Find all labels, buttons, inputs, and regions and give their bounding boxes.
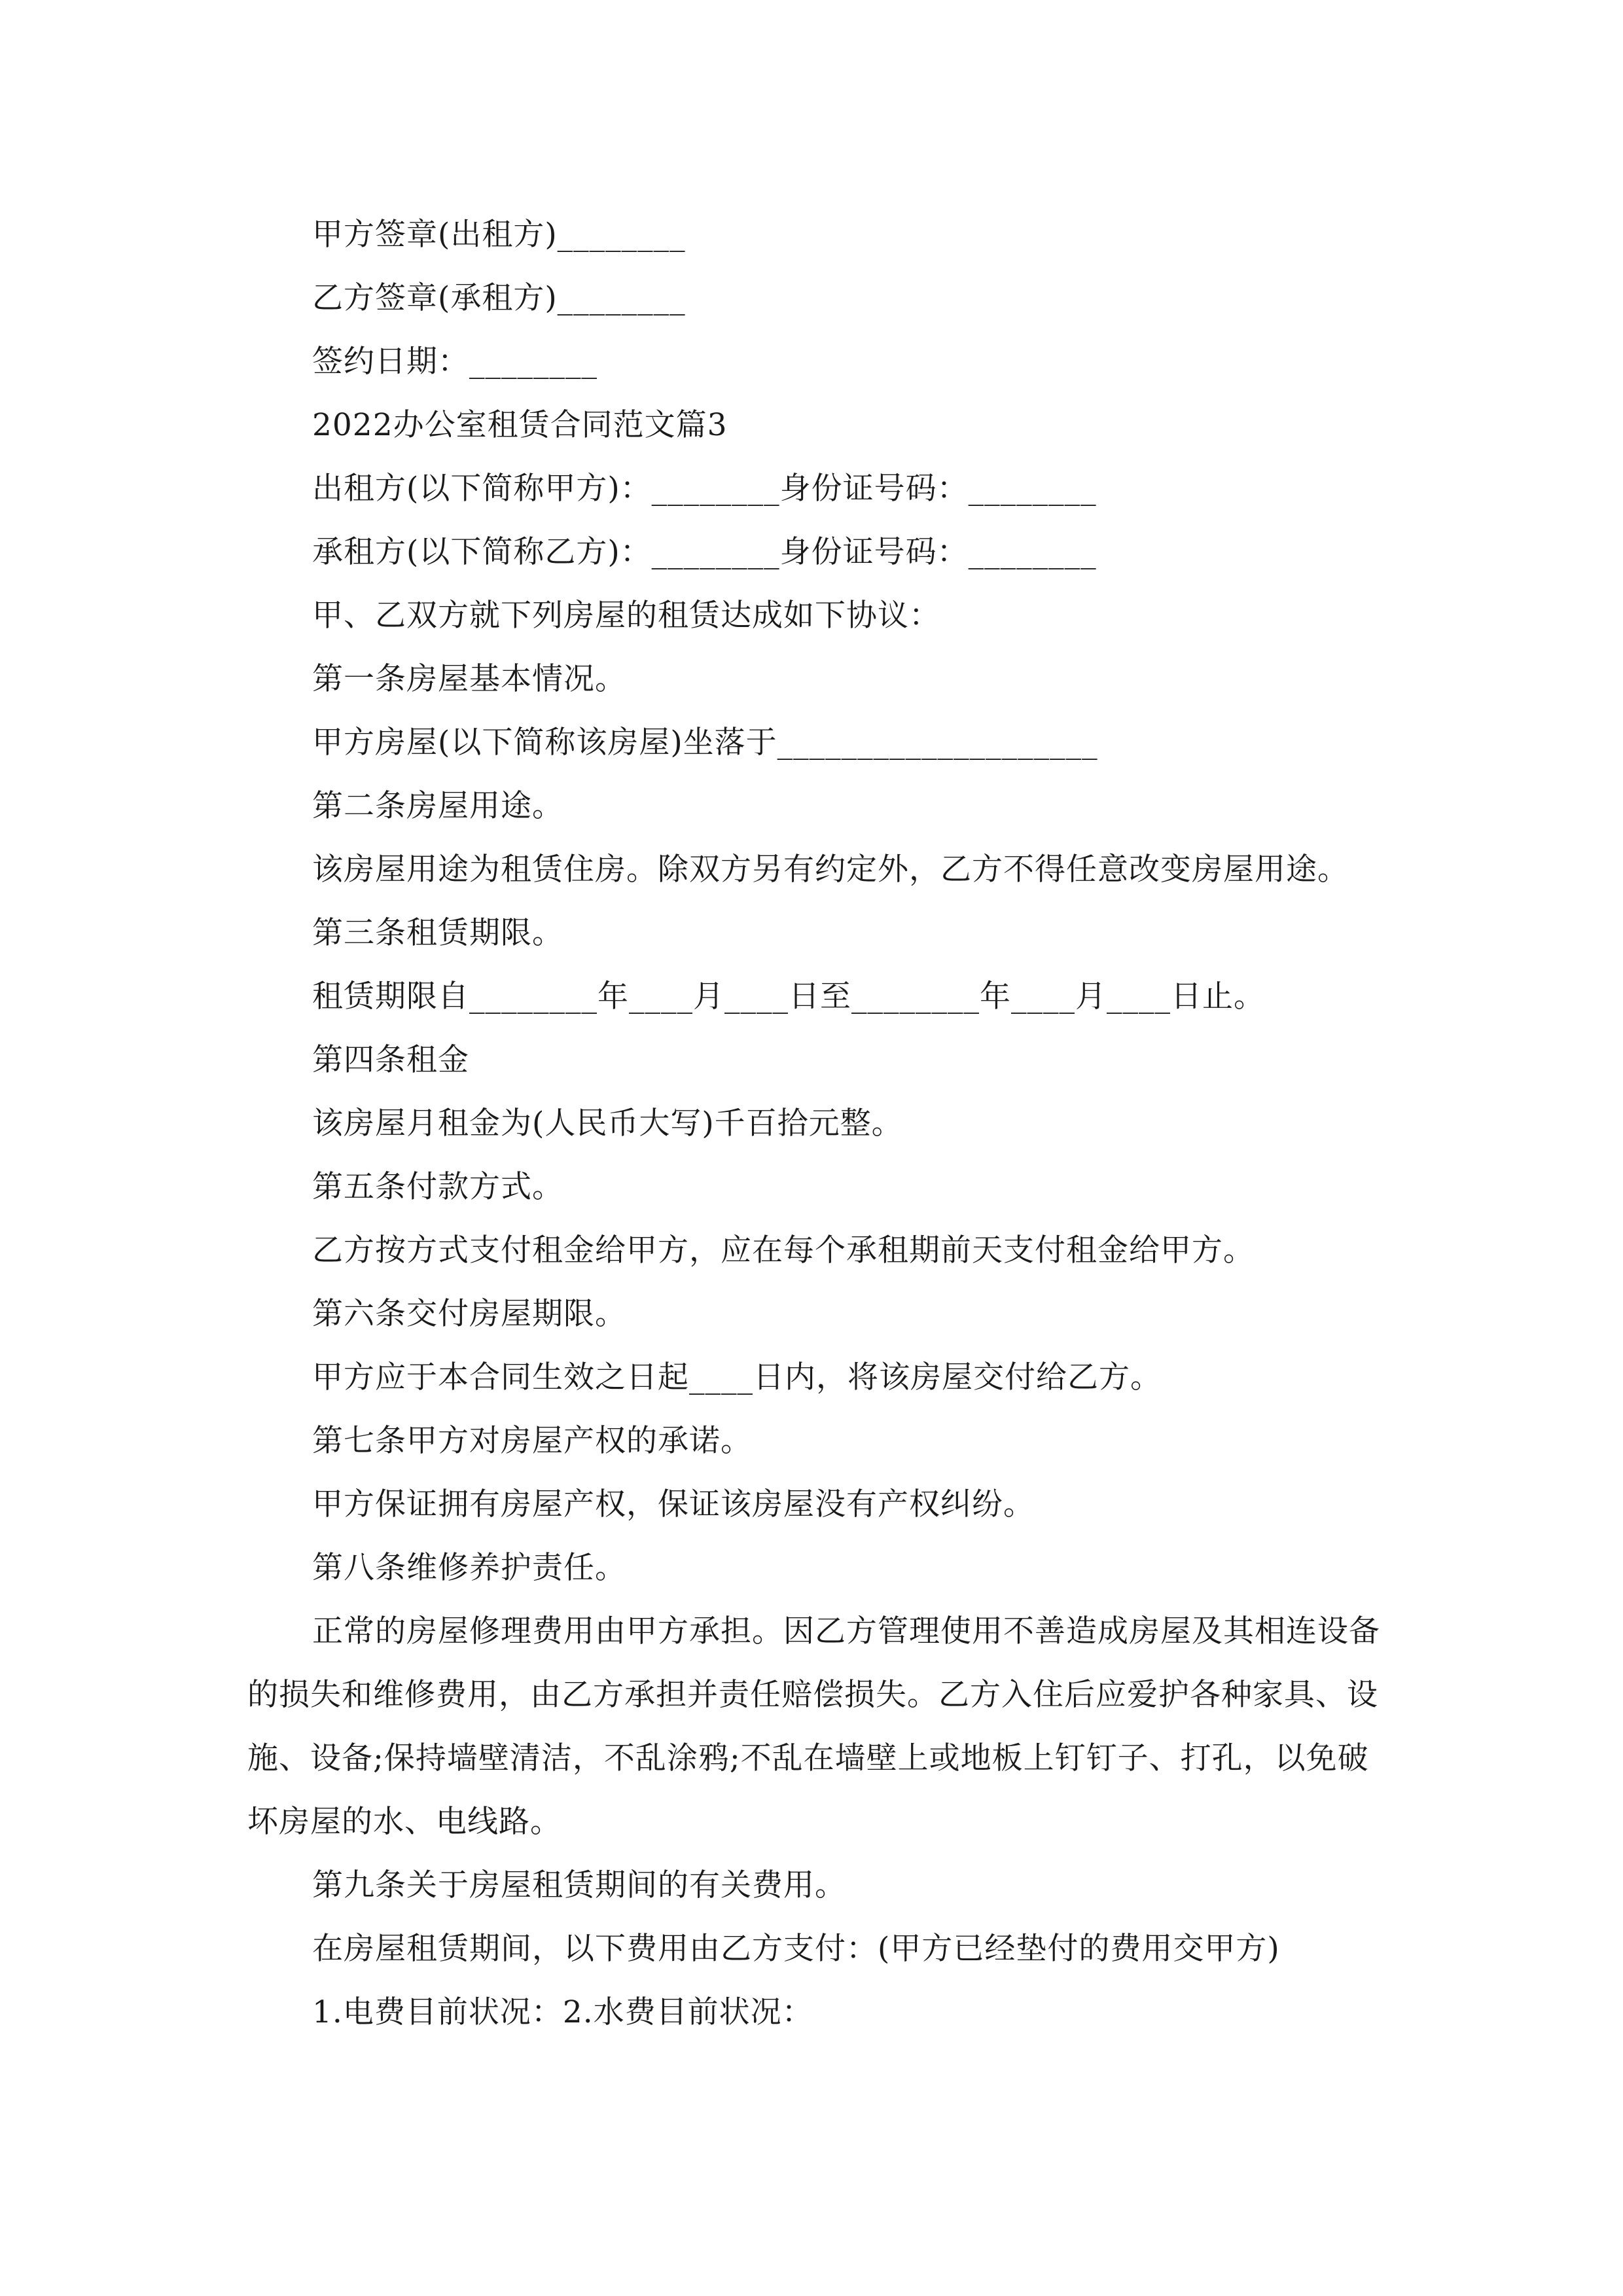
article-3-heading: 第三条租赁期限。 bbox=[312, 915, 563, 951]
lessor-line: 出租方(以下简称甲方)：________身份证号码：________ bbox=[312, 471, 1097, 507]
article-2-text: 该房屋用途为租赁住房。除双方另有约定外，乙方不得任意改变房屋用途。 bbox=[312, 852, 1349, 888]
signing-date-line: 签约日期：________ bbox=[312, 344, 597, 380]
article-7-text: 甲方保证拥有房屋产权，保证该房屋没有产权纠纷。 bbox=[312, 1486, 1035, 1522]
article-2-heading: 第二条房屋用途。 bbox=[312, 788, 563, 824]
article-5-text: 乙方按方式支付租金给甲方，应在每个承租期前天支付租金给甲方。 bbox=[312, 1232, 1255, 1268]
article-9-heading: 第九条关于房屋租赁期间的有关费用。 bbox=[312, 1867, 846, 1903]
article-3-text: 租赁期限自________年____月____日至________年____月____日止。 bbox=[312, 978, 1265, 1014]
article-5-heading: 第五条付款方式。 bbox=[312, 1169, 563, 1205]
article-9-text: 在房屋租赁期间，以下费用由乙方支付：(甲方已经垫付的费用交甲方) bbox=[312, 1931, 1280, 1967]
article-6-text: 甲方应于本合同生效之日起____日内，将该房屋交付给乙方。 bbox=[312, 1359, 1162, 1395]
signature-line-party-b: 乙方签章(承租方)________ bbox=[312, 280, 686, 316]
article-1-heading: 第一条房屋基本情况。 bbox=[312, 661, 626, 697]
section-title: 2022办公室租赁合同范文篇3 bbox=[312, 407, 728, 443]
agreement-intro: 甲、乙双方就下列房屋的租赁达成如下协议： bbox=[312, 598, 940, 634]
article-6-heading: 第六条交付房屋期限。 bbox=[312, 1296, 626, 1332]
article-7-heading: 第七条甲方对房屋产权的承诺。 bbox=[312, 1423, 752, 1459]
article-4-text: 该房屋月租金为(人民币大写)千百拾元整。 bbox=[312, 1105, 903, 1141]
signature-line-party-a: 甲方签章(出租方)________ bbox=[312, 217, 686, 253]
document-body bbox=[247, 203, 1399, 2044]
article-8-paragraph: 正常的房屋修理费用由甲方承担。因乙方管理使用不善造成房屋及其相连设备的损失和维修费用，由乙方承担并责任赔偿损失。乙方入住后应爱护各种家具、设施、设备;保持墙壁清洁，不乱涂鸦;不乱在墙壁上或地板上钉钉子、打孔，以免破坏房屋的水、电线路。 bbox=[247, 1613, 1380, 1840]
article-1-text: 甲方房屋(以下简称该房屋)坐落于____________________ bbox=[312, 725, 1098, 761]
article-9-items: 1.电费目前状况：2.水费目前状况： bbox=[312, 1994, 813, 2030]
article-4-heading: 第四条租金 bbox=[312, 1042, 469, 1078]
lessee-line: 承租方(以下简称乙方)：________身份证号码：________ bbox=[312, 534, 1097, 570]
article-8-heading: 第八条维修养护责任。 bbox=[312, 1550, 626, 1586]
